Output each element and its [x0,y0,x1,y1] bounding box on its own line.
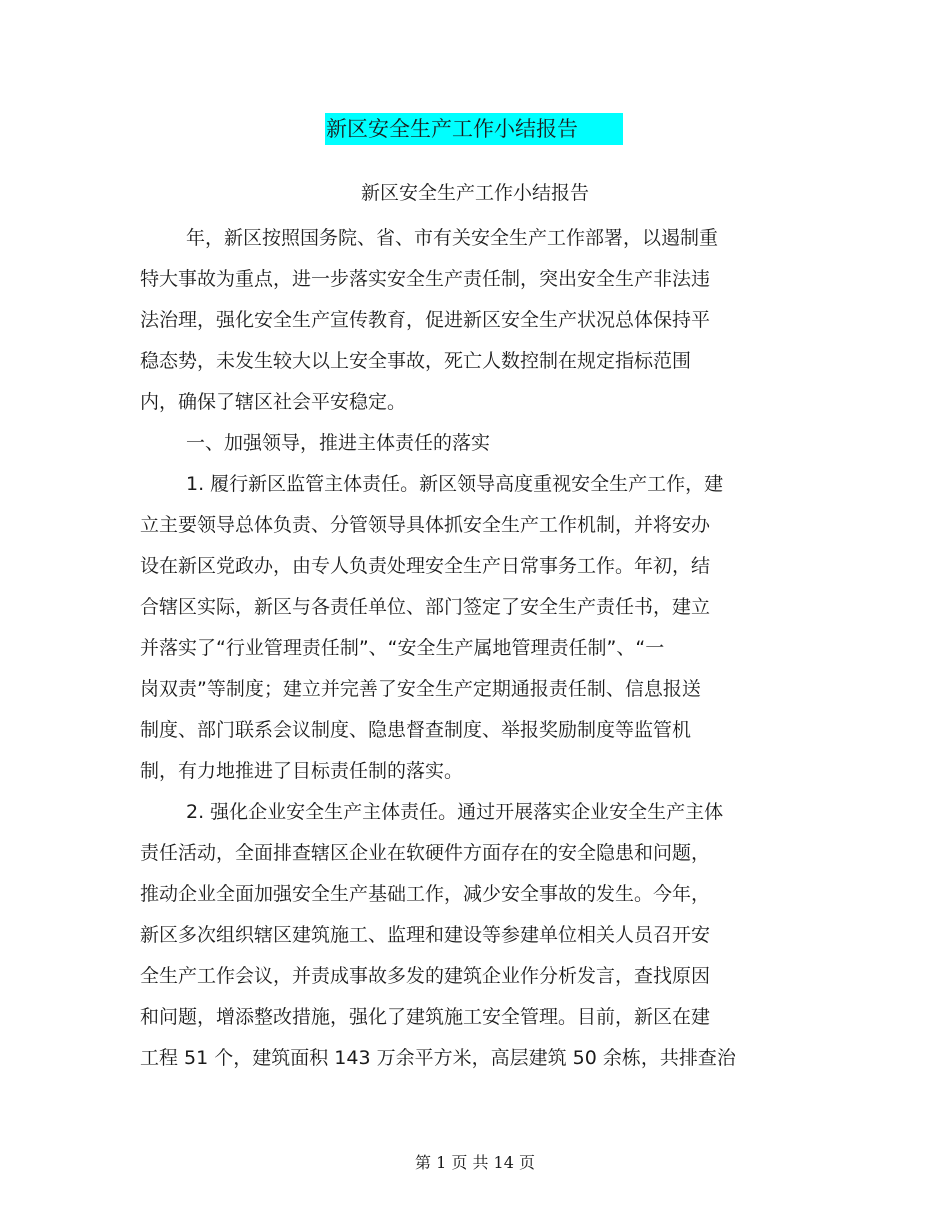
document-title: 新区安全生产工作小结报告 [325,113,623,145]
body-line: 特大事故为重点，进一步落实安全生产责任制，突出安全生产非法违 [140,268,711,290]
body-line: 2. 强化企业安全生产主体责任。通过开展落实企业安全生产主体 [186,801,724,823]
body-line: 立主要领导总体负责、分管领导具体抓安全生产工作机制，并将安办 [140,514,711,536]
body-line: 合辖区实际，新区与各责任单位、部门签定了安全生产责任书，建立 [140,596,711,618]
body-line: 岗双责”等制度；建立并完善了安全生产定期通报责任制、信息报送 [140,678,701,700]
body-line: 年，新区按照国务院、省、市有关安全生产工作部署，以遏制重 [186,227,719,249]
body-line: 新区多次组织辖区建筑施工、监理和建设等参建单位相关人员召开安 [140,924,711,946]
body-line: 一、加强领导，推进主体责任的落实 [186,432,491,454]
body-line: 推动企业全面加强安全生产基础工作，减少安全事故的发生。今年， [140,883,711,905]
body-line: 设在新区党政办，由专人负责处理安全生产日常事务工作。年初，结 [140,555,711,577]
body-line: 工程 51 个，建筑面积 143 万余平方米，高层建筑 50 余栋，共排查治 [140,1047,736,1069]
document-body [140,218,820,1079]
document-subtitle: 新区安全生产工作小结报告 [360,182,589,204]
body-line: 并落实了“行业管理责任制”、“安全生产属地管理责任制”、“一 [140,637,665,659]
page-footer: 第 1 页 共 14 页 [415,1153,535,1172]
body-line: 责任活动，全面排查辖区企业在软硬件方面存在的安全隐患和问题， [140,842,711,864]
body-line: 稳态势，未发生较大以上安全事故，死亡人数控制在规定指标范围 [140,350,692,372]
body-line: 1. 履行新区监管主体责任。新区领导高度重视安全生产工作，建 [186,473,724,495]
body-line: 内，确保了辖区社会平安稳定。 [140,391,407,413]
body-line: 制度、部门联系会议制度、隐患督查制度、举报奖励制度等监管机 [140,719,692,741]
body-line: 全生产工作会议，并责成事故多发的建筑企业作分析发言，查找原因 [140,965,711,987]
body-line: 法治理，强化安全生产宣传教育，促进新区安全生产状况总体保持平 [140,309,711,331]
body-line: 和问题，增添整改措施，强化了建筑施工安全管理。目前，新区在建 [140,1006,711,1028]
body-line: 制，有力地推进了目标责任制的落实。 [140,760,464,782]
